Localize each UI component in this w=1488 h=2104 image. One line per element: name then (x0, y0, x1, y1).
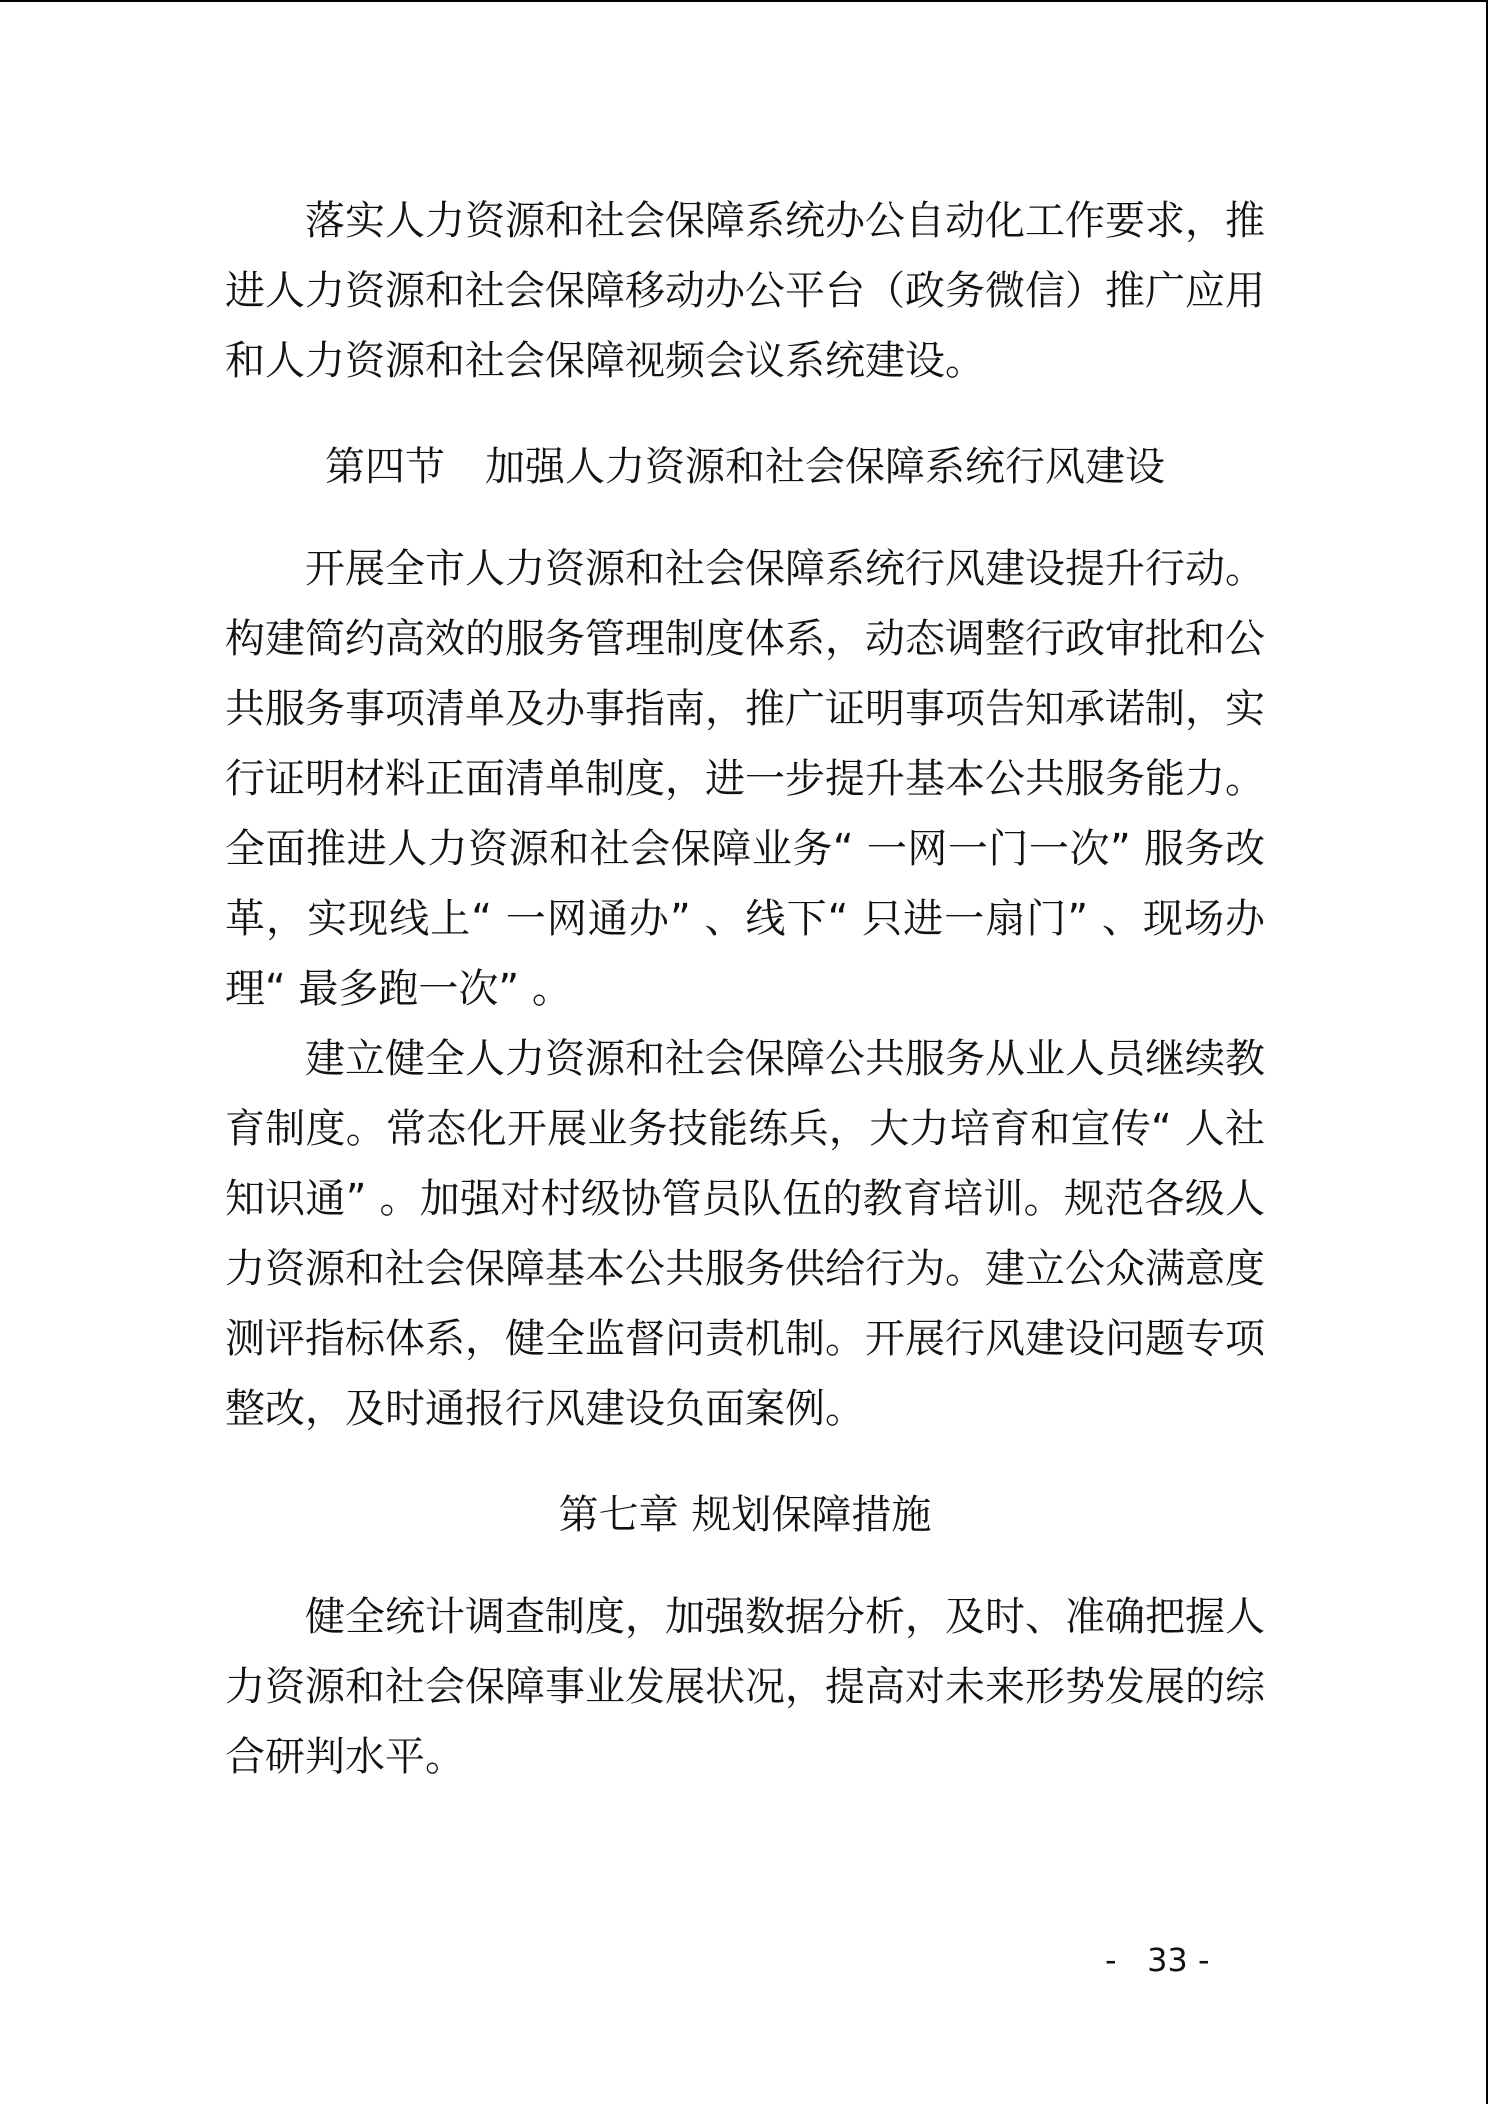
page-top-border (0, 0, 1488, 2)
page-number: - 33 - (1105, 1941, 1210, 1979)
paragraph-continuing-education: 建立健全人力资源和社会保障公共服务从业人员继续教育制度。常态化开展业务技能练兵，大力培育和宣传“ 人社知识通” 。加强对村级协管员队伍的教育培训。规范各级人力资源和社会保障基本公共服务供给行为。建立公众满意度测评指标体系，健全监督问责机制。开展行风建设问题专项整改，及时通报行风建设负面案例。 (225, 1036, 1265, 1432)
section-heading: 第四节 加强人力资源和社会保障系统行风建设 (325, 444, 1165, 490)
chapter-heading: 第七章 规划保障措施 (558, 1492, 932, 1538)
paragraph-office-automation: 落实人力资源和社会保障系统办公自动化工作要求，推进人力资源和社会保障移动办公平台（政务微信）推广应用和人力资源和社会保障视频会议系统建设。 (225, 198, 1265, 384)
document-body (225, 186, 1265, 1792)
paragraph-statistics: 健全统计调查制度，加强数据分析，及时、准确把握人力资源和社会保障事业发展状况，提高对未来形势发展的综合研判水平。 (225, 1594, 1265, 1780)
paragraph-conduct-campaign: 开展全市人力资源和社会保障系统行风建设提升行动。构建简约高效的服务管理制度体系，动态调整行政审批和公共服务事项清单及办事指南，推广证明事项告知承诺制，实行证明材料正面清单制度，进一步提升基本公共服务能力。全面推进人力资源和社会保障业务“ 一网一门一次” 服务改革，实现线上“ 一网通办” 、线下“ 只进一扇门” 、现场办理“ 最多跑一次” 。 (225, 546, 1265, 1012)
